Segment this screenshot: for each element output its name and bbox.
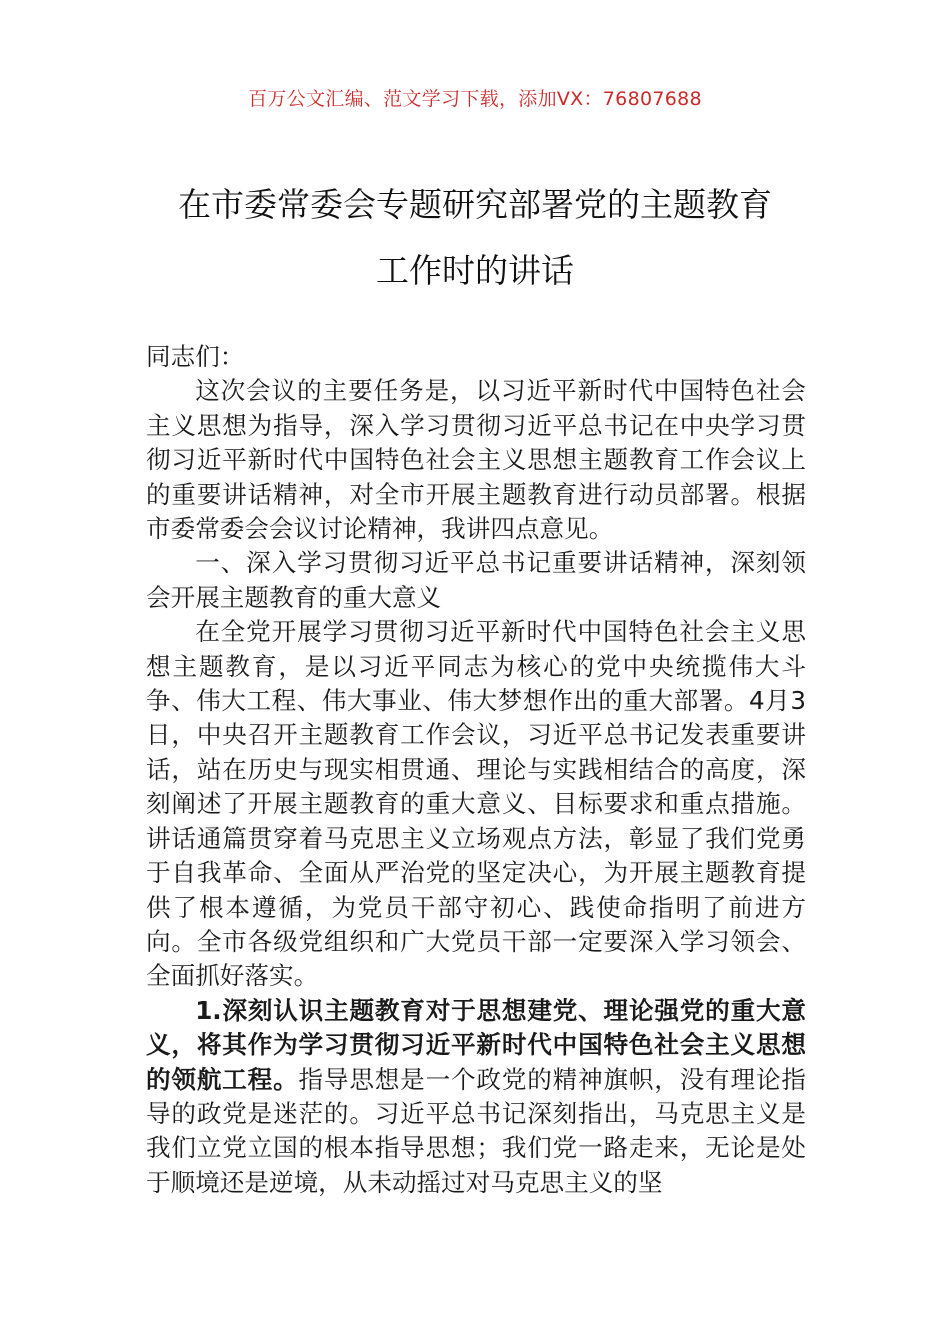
salutation: 同志们： [146,342,245,371]
title-line-1: 在市委常委会专题研究部署党的主题教育 [178,185,772,224]
point-1-text: 指导思想是一个政党的精神旗帜，没有理论指导的政党是迷茫的。习近平总书记深刻指出，马克思主义是我们立党立国的根本指导思想；我们党一路走来，无论是处于顺境还是逆境，从未动摇过对马克思主义的坚 [146,1064,806,1197]
title-line-2: 工作时的讲话 [376,251,574,290]
document-title [0,172,950,304]
document-body [146,340,806,1200]
section-1-paragraph: 在全党开展学习贯彻习近平新时代中国特色社会主义思想主题教育，是以习近平同志为核心的党中央统揽伟大斗争、伟大工程、伟大事业、伟大梦想作出的重大部署。4月3日，中央召开主题教育工作会议，习近平总书记发表重要讲话，站在历史与现实相贯通、理论与实践相结合的高度，深刻阐述了开展主题教育的重大意义、目标要求和重点措施。讲话通篇贯穿着马克思主义立场观点方法，彰显了我们党勇于自我革命、全面从严治党的坚定决心，为开展主题教育提供了根本遵循，为党员干部守初心、践使命指明了前进方向。全市各级党组织和广大党员干部一定要深入学习领会、全面抓好落实。 [146,617,806,991]
section-1-heading: 一、深入学习贯彻习近平总书记重要讲话精神，深刻领会开展主题教育的重大意义 [146,548,806,612]
point-1-heading: 1.深刻认识主题教育对于思想建党、理论强党的重大意义，将其作为学习贯彻习近平新时代中国特色社会主义思想的领航工程。 [146,995,806,1094]
intro-paragraph: 这次会议的主要任务是，以习近平新时代中国特色社会主义思想为指导，深入学习贯彻习近平总书记在中央学习贯彻习近平新时代中国特色社会主义思想主题教育工作会议上的重要讲话精神，对全市开展主题教育进行动员部署。根据市委常委会会议讨论精神，我讲四点意见。 [146,376,806,544]
point-1-paragraph [146,994,806,1200]
header-watermark-note: 百万公文汇编、范文学习下载，添加VX：76807688 [248,88,702,110]
